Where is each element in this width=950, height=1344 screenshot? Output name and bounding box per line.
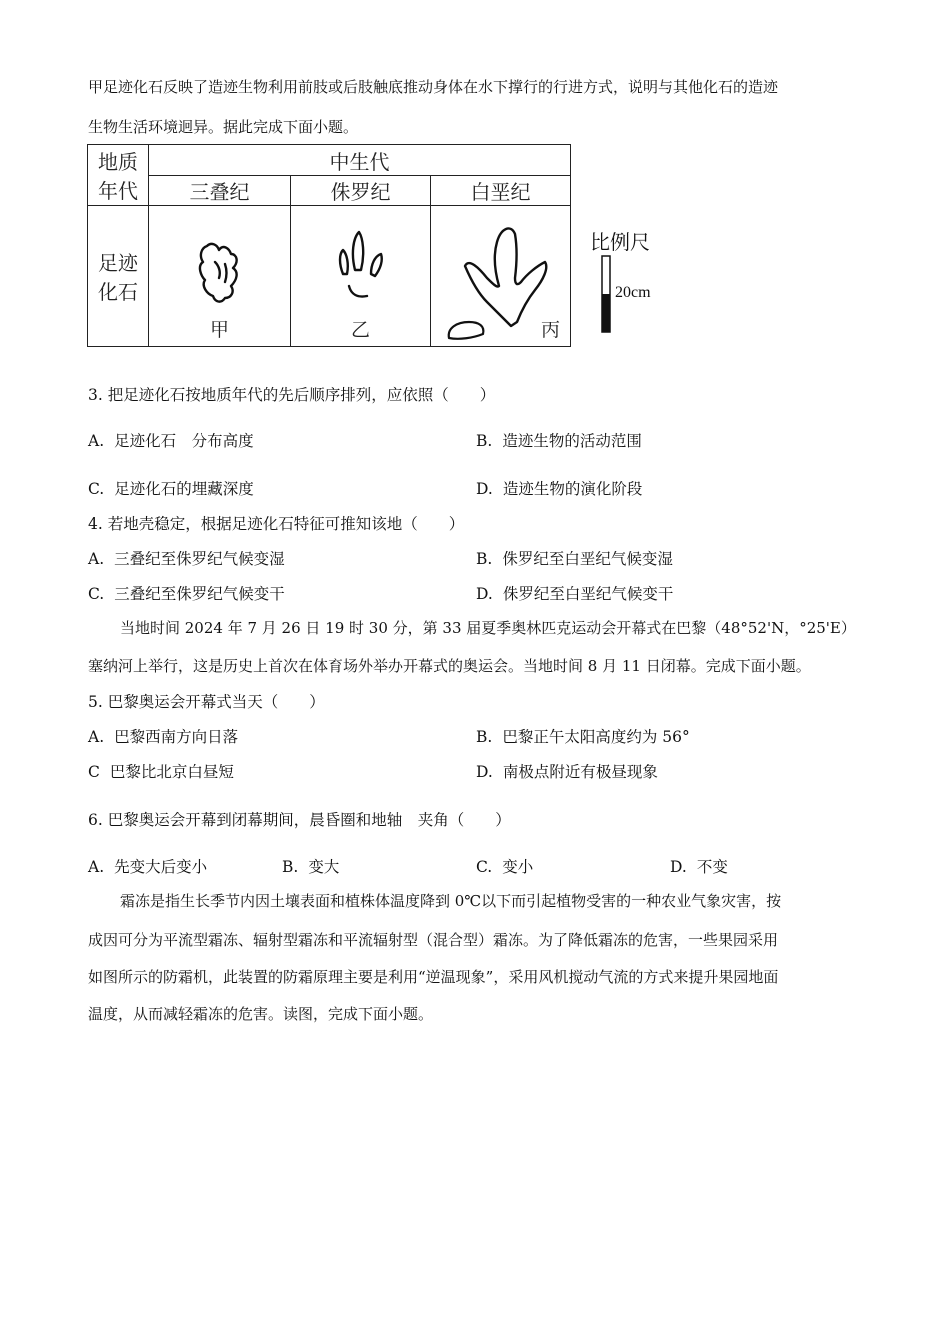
- scale-bar: [600, 254, 614, 336]
- frost-intro-line-2: 成因可分为平流型霜冻、辐射型霜冻和平流辐射型（混合型）霜冻。为了降低霜冻的危害，一些果园采用: [88, 931, 779, 949]
- q6-option-b[interactable]: [282, 855, 339, 877]
- scale-title: 比例尺: [590, 230, 650, 254]
- option-text: 巴黎正午太阳高度约为 56°: [502, 728, 690, 746]
- q6-option-c[interactable]: [476, 855, 533, 877]
- option-label: C.: [476, 858, 493, 876]
- option-text: 先变大后变小: [114, 858, 208, 876]
- era-label-1: 地质: [98, 150, 138, 174]
- q3-option-c[interactable]: [88, 477, 254, 499]
- fossil-name-yi: 乙: [350, 319, 370, 341]
- frost-intro-line-1: 霜冻是指生长季节内因土壤表面和植株体温度降到 0℃以下而引起植物受害的一种农业气象灾害，按: [120, 892, 782, 910]
- q3-option-b[interactable]: [476, 429, 642, 451]
- q4-option-b[interactable]: [476, 547, 673, 569]
- option-text: 巴黎西南方向日落: [114, 728, 239, 746]
- option-text: 变小: [502, 858, 534, 876]
- fossil-cell-bing: [431, 206, 571, 347]
- q4-option-c[interactable]: [88, 582, 285, 604]
- intro-line-1: 甲足迹化石反映了造迹生物利用前肢或后肢触底推动身体在水下撑行的行进方式，说明与其他化石的造迹: [88, 78, 779, 96]
- period-jurassic: 侏罗纪: [291, 176, 431, 206]
- row-label-2: 化石: [98, 280, 138, 304]
- q4-option-a[interactable]: [88, 547, 285, 569]
- option-label: D.: [476, 480, 493, 498]
- option-text: 变大: [308, 858, 340, 876]
- option-text: 足迹化石 分布高度: [114, 432, 254, 450]
- q6-stem: 6. 巴黎奥运会开幕到闭幕期间，晨昏圈和地轴 夹角（ ）: [88, 811, 511, 829]
- option-text: 三叠纪至侏罗纪气候变湿: [114, 550, 285, 568]
- option-label: A.: [88, 432, 105, 450]
- option-text: 足迹化石的埋藏深度: [114, 480, 254, 498]
- era-header-cell: [88, 145, 149, 206]
- q3-stem: 3. 把足迹化石按地质年代的先后顺序排列，应依照（ ）: [88, 386, 496, 404]
- paris-intro-line-1: 当地时间 2024 年 7 月 26 日 19 时 30 分，第 33 届夏季奥林匹克运动会开幕式在巴黎（48°52'N，°25'E）: [120, 619, 856, 637]
- intro-line-2: 生物生活环境迥异。据此完成下面小题。: [88, 118, 359, 136]
- q3-option-a[interactable]: [88, 429, 254, 451]
- option-label: C: [88, 763, 100, 781]
- frost-intro-line-3: 如图所示的防霜机，此装置的防霜原理主要是利用“逆温现象”，采用风机搅动气流的方式来提升果园地面: [88, 968, 779, 986]
- option-label: C.: [88, 585, 105, 603]
- q5-option-c[interactable]: [88, 760, 234, 782]
- q6-option-a[interactable]: [88, 855, 207, 877]
- fossil-table: [87, 144, 571, 347]
- q6-option-d[interactable]: [670, 855, 728, 877]
- fossil-cell-yi: [291, 206, 431, 347]
- q4-option-d[interactable]: [476, 582, 673, 604]
- scale-label: 20cm: [615, 284, 651, 301]
- era-name: 中生代: [149, 145, 571, 176]
- option-label: A.: [88, 728, 105, 746]
- frost-intro-line-4: 温度，从而减轻霜冻的危害。读图，完成下面小题。: [88, 1005, 434, 1023]
- option-label: D.: [476, 763, 493, 781]
- paris-intro-line-2: 塞纳河上举行，这是历史上首次在体育场外举办开幕式的奥运会。当地时间 8 月 11 日闭幕。完成下面小题。: [88, 657, 811, 675]
- option-label: A.: [88, 858, 105, 876]
- option-label: B.: [476, 432, 493, 450]
- period-triassic: 三叠纪: [149, 176, 291, 206]
- option-text: 巴黎比北京白昼短: [109, 763, 234, 781]
- option-label: B.: [476, 728, 493, 746]
- period-cretaceous: 白垩纪: [431, 176, 571, 206]
- option-text: 南极点附近有极昼现象: [502, 763, 658, 781]
- fossil-name-jia: 甲: [209, 319, 229, 341]
- row-label-1: 足迹: [98, 251, 138, 275]
- option-label: A.: [88, 550, 105, 568]
- q5-option-b[interactable]: [476, 725, 690, 747]
- q5-option-a[interactable]: [88, 725, 238, 747]
- option-text: 造迹生物的演化阶段: [502, 480, 643, 498]
- era-label-2: 年代: [98, 179, 138, 203]
- q3-option-d[interactable]: [476, 477, 642, 499]
- fossil-name-bing: 丙: [540, 319, 560, 341]
- option-text: 不变: [696, 858, 728, 876]
- fossil-row-header: [88, 206, 149, 347]
- option-label: D.: [670, 858, 687, 876]
- option-text: 侏罗纪至白垩纪气候变湿: [502, 550, 673, 568]
- q5-stem: 5. 巴黎奥运会开幕式当天（ ）: [88, 693, 325, 711]
- q5-option-d[interactable]: [476, 760, 658, 782]
- option-text: 侏罗纪至白垩纪气候变干: [502, 585, 674, 603]
- option-text: 三叠纪至侏罗纪气候变干: [114, 585, 285, 603]
- fossil-cell-jia: [149, 206, 291, 347]
- option-label: D.: [476, 585, 493, 603]
- option-label: B.: [282, 858, 299, 876]
- q4-stem: 4. 若地壳稳定，根据足迹化石特征可推知该地（ ）: [88, 515, 465, 533]
- option-label: C.: [88, 480, 105, 498]
- option-label: B.: [476, 550, 493, 568]
- option-text: 造迹生物的活动范围: [502, 432, 642, 450]
